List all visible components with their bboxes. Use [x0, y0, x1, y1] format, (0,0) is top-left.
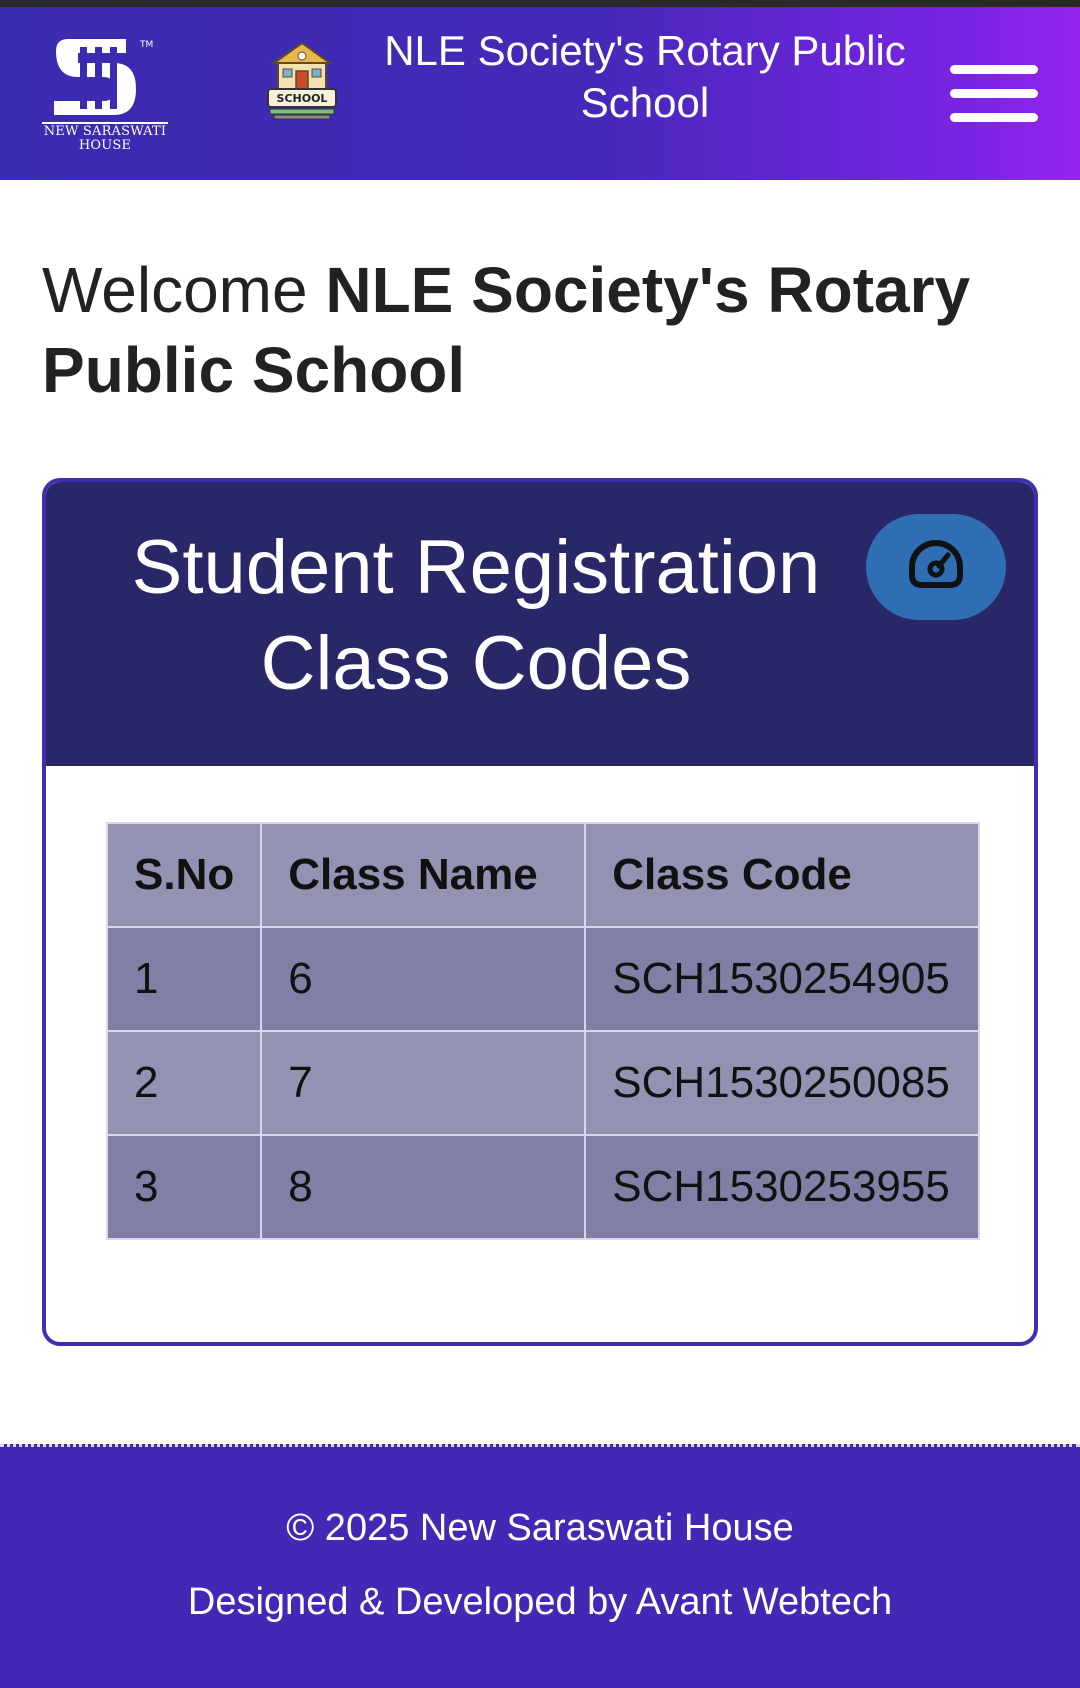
cell-sno: 1 [107, 927, 261, 1031]
table-row [107, 927, 979, 1031]
hamburger-menu-icon-bar [950, 113, 1038, 122]
cell-sno: 2 [107, 1031, 261, 1135]
new-saraswati-house-logo-icon [40, 29, 170, 129]
header-school-title [360, 25, 930, 129]
class-codes-table [106, 822, 980, 1240]
card-title-line1: Student Registration [131, 525, 821, 610]
cell-class-code: SCH1530250085 [585, 1031, 979, 1135]
welcome-heading [42, 250, 1042, 410]
dashboard-button[interactable] [866, 514, 1006, 620]
header-title-line1: NLE Society's Rotary Public [384, 27, 906, 74]
logo-caption-line2: HOUSE [78, 138, 132, 153]
cell-class-name: 8 [261, 1135, 585, 1239]
cell-class-name: 7 [261, 1031, 585, 1135]
header-title-line2: School [580, 79, 710, 126]
card-title-line2: Class Codes [260, 621, 692, 706]
school-badge-text: SCHOOL [276, 92, 328, 105]
cell-sno: 3 [107, 1135, 261, 1239]
footer-designed-by-link[interactable]: Designed & Developed by Avant Webtech [187, 1581, 893, 1623]
svg-text:TM: TM [140, 40, 154, 50]
welcome-school-name: NLE Society's Rotary Public School [42, 254, 971, 406]
card-header [46, 482, 1034, 766]
table-header-row [107, 823, 979, 927]
class-codes-card [42, 478, 1038, 1346]
cell-class-code: SCH1530253955 [585, 1135, 979, 1239]
brand-logo[interactable] [40, 29, 170, 159]
logo-caption [40, 125, 170, 153]
hamburger-menu-button[interactable] [950, 65, 1038, 131]
cell-class-code: SCH1530254905 [585, 927, 979, 1031]
school-building-icon [264, 39, 340, 123]
dashboard-gauge-icon [906, 537, 966, 597]
table-row [107, 1031, 979, 1135]
hamburger-menu-icon-bar [950, 89, 1038, 98]
column-header-sno: S.No [107, 823, 261, 927]
status-bar-edge [0, 0, 1080, 7]
logo-caption-line1: NEW SARASWATI [43, 124, 167, 139]
site-header [0, 7, 1080, 180]
column-header-class-code: Class Code [585, 823, 979, 927]
table-row [107, 1135, 979, 1239]
card-title [66, 520, 886, 712]
column-header-class-name: Class Name [261, 823, 585, 927]
welcome-prefix: Welcome [42, 254, 326, 326]
cell-class-name: 6 [261, 927, 585, 1031]
hamburger-menu-icon [950, 65, 1038, 74]
site-footer [0, 1444, 1080, 1688]
footer-copyright: © 2025 New Saraswati House [286, 1507, 794, 1549]
